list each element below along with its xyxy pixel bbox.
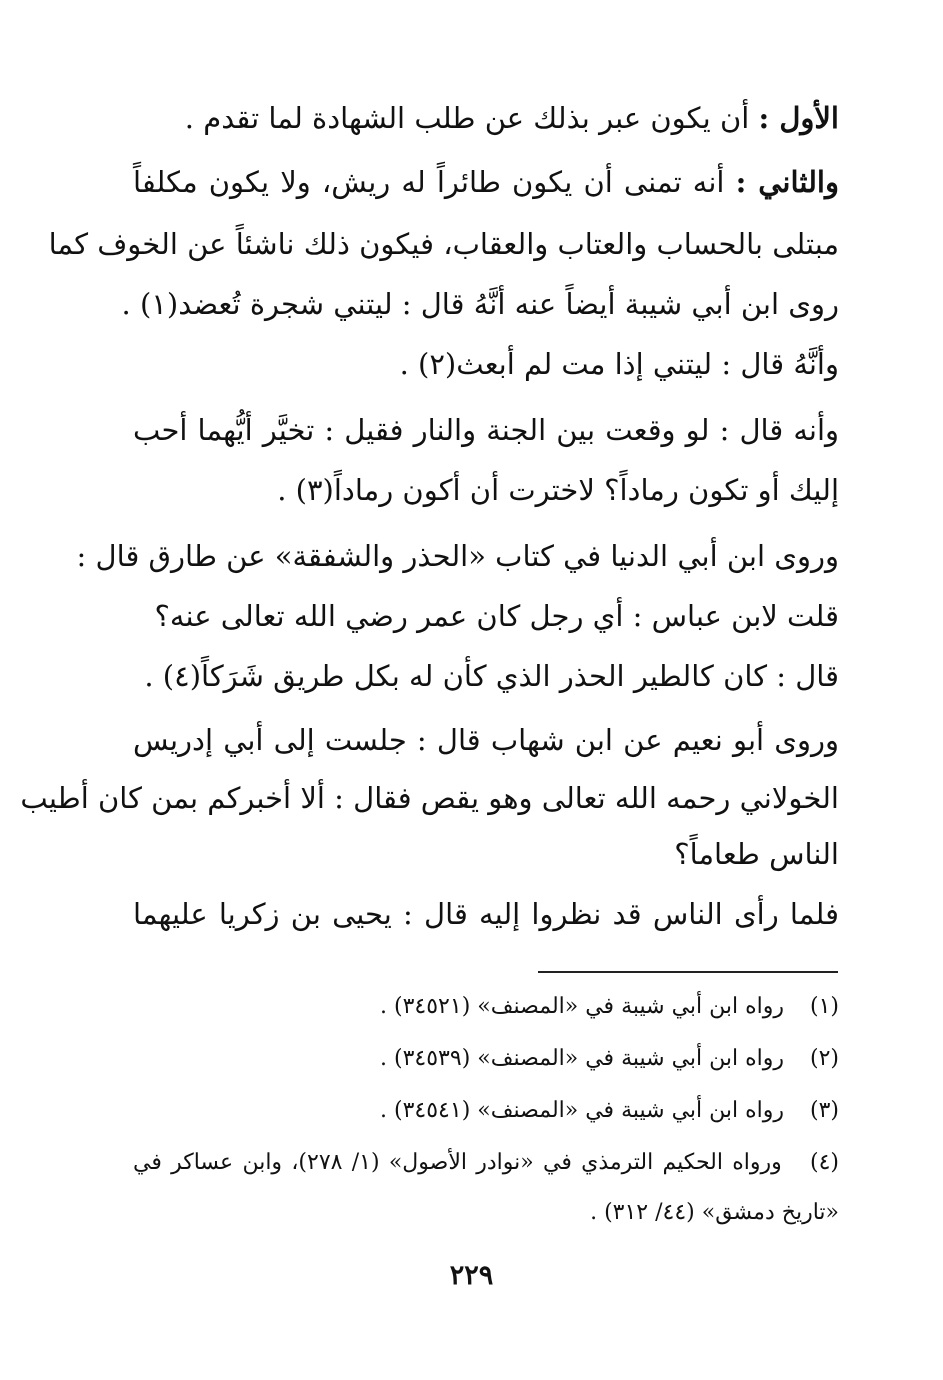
footnote-3 <box>380 1094 839 1128</box>
footnote-text: رواه ابن أبي شيبة في «المصنف» (٣٤٥٣٩) . <box>380 1046 784 1071</box>
footnote-number: (٤) <box>809 1150 839 1175</box>
paragraph-sixth: قال : كان كالطير الحذر الذي كأن له بكل طريق شَرَكاً(٤) . <box>144 659 839 693</box>
paragraph-second-line-2: مبتلى بالحساب والعتاب والعقاب، فيكون ذلك ناشئاً عن الخوف كما <box>48 227 839 261</box>
paragraph-second-line-3: روى ابن أبي شيبة أيضاً عنه أنَّهُ قال : ليتني شجرة تُعضد(١) . <box>121 287 839 321</box>
footnote-text: رواه ابن أبي شيبة في «المصنف» (٣٤٥٤١) . <box>380 1098 784 1123</box>
label-first: الأول : <box>758 101 839 135</box>
label-second: والثاني : <box>735 165 839 199</box>
footnote-4-continuation: «تاريخ دمشق» (٤٤/ ٣١٢) . <box>590 1200 839 1225</box>
paragraph-first <box>185 98 839 138</box>
footnote-2 <box>380 1042 839 1076</box>
footnote-text: رواه ابن أبي شيبة في «المصنف» (٣٤٥٢١) . <box>380 994 784 1019</box>
text-first: أن يكون عبر بذلك عن طلب الشهادة لما تقدم . <box>184 101 759 135</box>
paragraph-fifth-line-1: وروى ابن أبي الدنيا في كتاب «الحذر والشفقة» عن طارق قال : <box>76 539 839 573</box>
footnote-separator <box>538 971 838 973</box>
paragraph-seventh-line-1: وروى أبو نعيم عن ابن شهاب قال : جلست إلى أبي إدريس <box>133 723 839 757</box>
paragraph-second-line-1 <box>133 162 839 202</box>
paragraph-fourth-line-2: إليك أو تكون رماداً؟ لاخترت أن أكون رماداً(٣) . <box>277 473 839 507</box>
footnote-4 <box>133 1146 839 1180</box>
paragraph-fifth-line-2: قلت لابن عباس : أي رجل كان عمر رضي الله تعالى عنه؟ <box>154 599 839 633</box>
footnote-number: (٣) <box>809 1098 839 1123</box>
paragraph-third: وأنَّهُ قال : ليتني إذا مت لم أبعث(٢) . <box>399 347 839 381</box>
paragraph-fourth-line-1: وأنه قال : لو وقعت بين الجنة والنار فقيل : تخيَّر أيُّهما أحب <box>133 413 839 447</box>
text-second: أنه تمنى أن يكون طائراً له ريش، ولا يكون مكلفاً <box>133 165 736 199</box>
paragraph-seventh-line-2: الخولاني رحمه الله تعالى وهو يقص فقال : ألا أخبركم بمن كان أطيب <box>20 781 839 815</box>
paragraph-seventh-line-3: الناس طعاماً؟ <box>674 837 839 871</box>
footnote-number: (١) <box>809 994 839 1019</box>
footnote-number: (٢) <box>809 1046 839 1071</box>
footnote-text: ورواه الحكيم الترمذي في «نوادر الأصول» (١/ ٢٧٨)، وابن عساكر في <box>133 1150 782 1175</box>
footnote-1 <box>380 990 839 1024</box>
paragraph-eighth-line-1: فلما رأى الناس قد نظروا إليه قال : يحيى بن زكريا عليهما <box>133 897 839 931</box>
page-number: ٢٢٩ <box>449 1260 494 1291</box>
